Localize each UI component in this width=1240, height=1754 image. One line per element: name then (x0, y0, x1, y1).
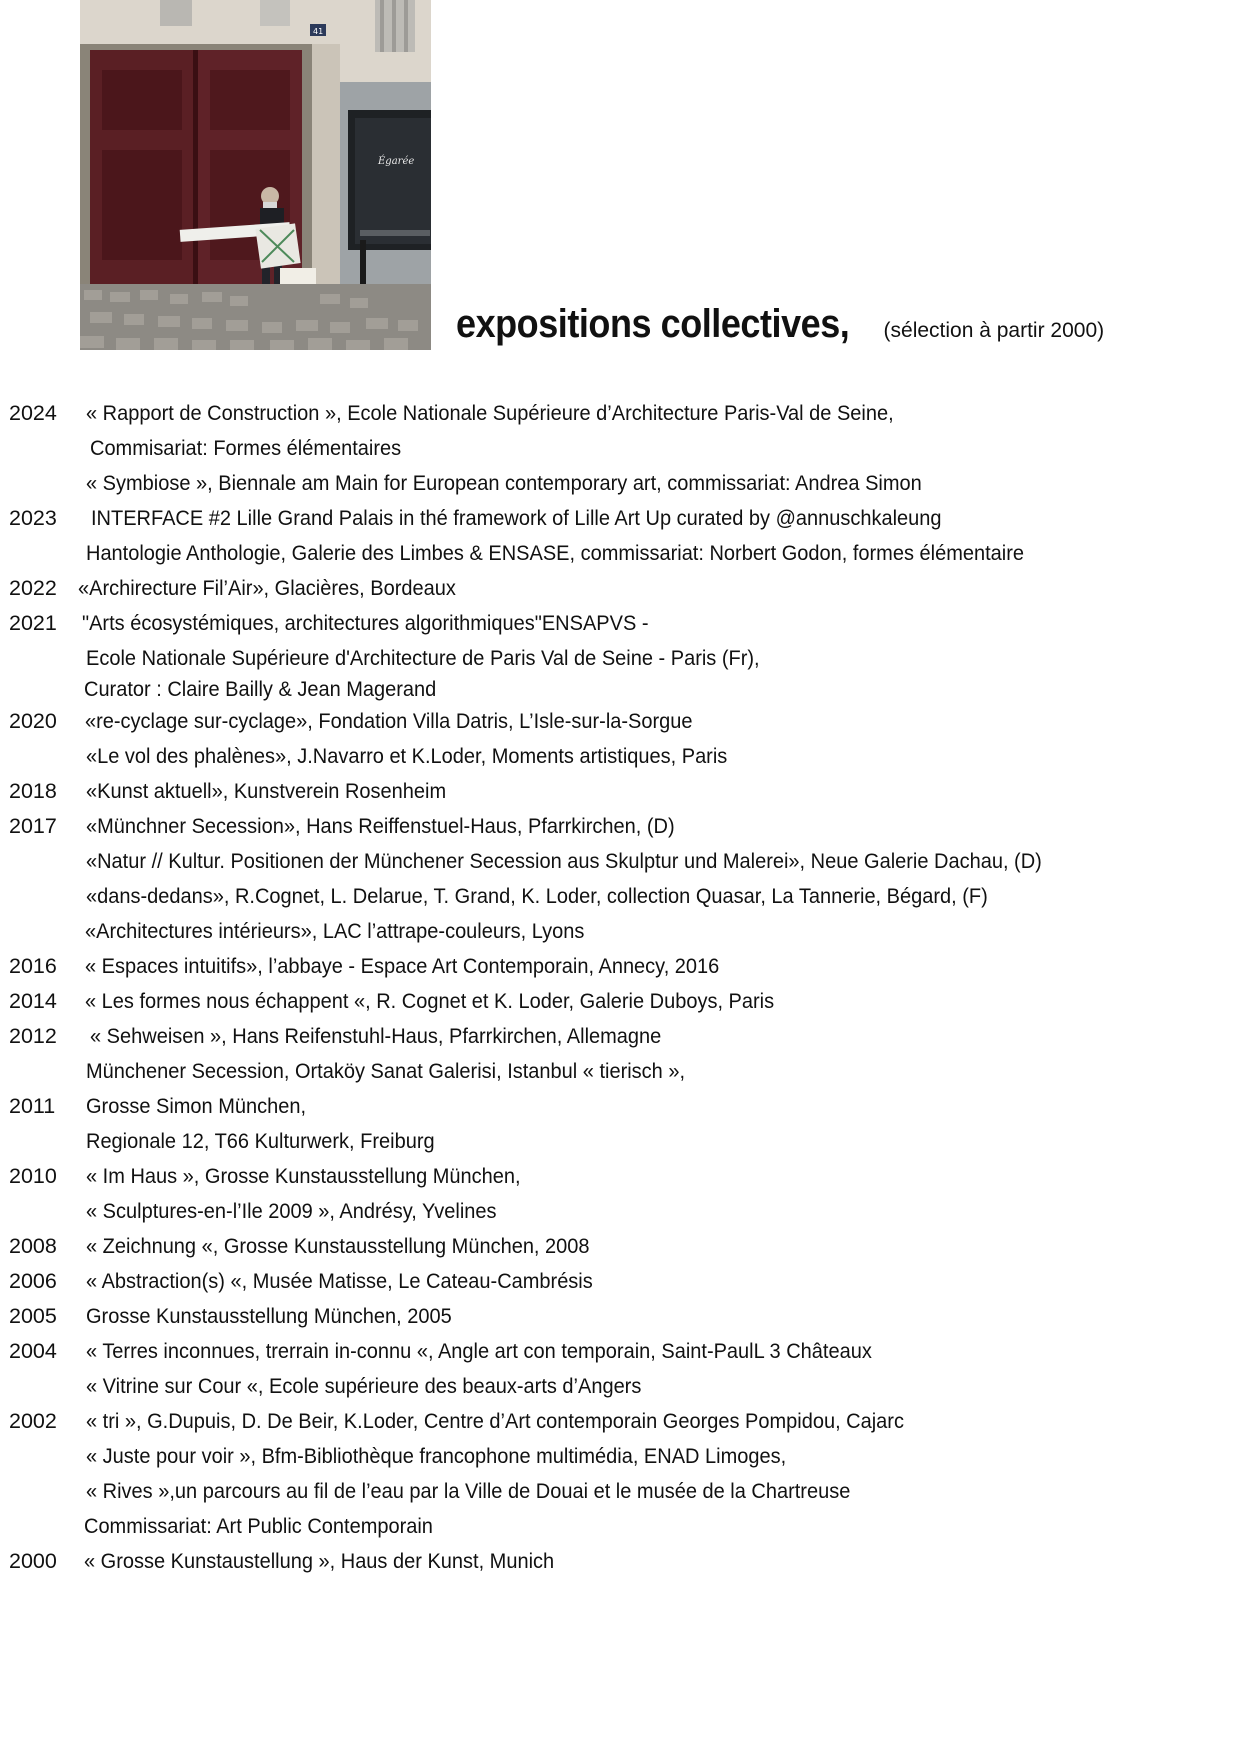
list-item (0, 466, 1240, 501)
list-item (0, 1369, 1240, 1404)
entry-text: « Juste pour voir », Bfm-Bibliothèque francophone multimédia, ENAD Limoges, (86, 1444, 787, 1468)
entry-text: « Abstraction(s) «, Musée Matisse, Le Cateau-Cambrésis (86, 1269, 593, 1293)
artist-photo (80, 0, 431, 350)
house-number: 41 (313, 27, 324, 36)
entry-text: « Sehweisen », Hans Reifenstuhl-Haus, Pfarrkirchen, Allemagne (90, 1024, 662, 1048)
entry-text: « tri », G.Dupuis, D. De Beir, K.Loder, Centre d’Art contemporain Georges Pompidou, Cajarc (86, 1409, 904, 1433)
entry-text: "Arts écosystémiques, architectures algorithmiques"ENSAPVS - (82, 611, 649, 635)
entry-year: 2000 (9, 1549, 57, 1573)
list-item (0, 1439, 1240, 1474)
entry-text: « Rives »,un parcours au fil de l’eau par la Ville de Douai et le musée de la Chartreuse (86, 1479, 851, 1503)
entry-text: Grosse Kunstausstellung München, 2005 (86, 1304, 452, 1328)
list-item (0, 396, 1240, 431)
entry-text: INTERFACE #2 Lille Grand Palais in thé framework of Lille Art Up curated by @annuschkaleung (91, 506, 942, 530)
entry-text: Curator : Claire Bailly & Jean Magerand (84, 677, 437, 701)
list-item (0, 844, 1240, 879)
entry-year: 2018 (9, 779, 57, 803)
list-item (0, 1544, 1240, 1579)
entry-text: « Les formes nous échappent «, R. Cognet et K. Loder, Galerie Duboys, Paris (85, 989, 775, 1013)
entry-year: 2016 (9, 954, 57, 978)
entry-year: 2002 (9, 1409, 57, 1433)
list-item (0, 1264, 1240, 1299)
entry-year: 2005 (9, 1304, 57, 1328)
entry-year: 2020 (9, 709, 57, 733)
entry-text: « Symbiose », Biennale am Main for European contemporary art, commissariat: Andrea Simon (86, 471, 922, 495)
list-item (0, 774, 1240, 809)
entry-year: 2012 (9, 1024, 57, 1048)
entry-year: 2008 (9, 1234, 57, 1258)
list-item (0, 536, 1240, 571)
entry-text: Grosse Simon München, (86, 1094, 307, 1118)
entry-year: 2010 (9, 1164, 57, 1188)
entry-year: 2023 (9, 506, 57, 530)
entry-text: «Natur // Kultur. Positionen der Münchener Secession aus Skulptur und Malerei», Neue Galerie Dachau, (D) (86, 849, 1042, 873)
entry-text: « Sculptures-en-l’Ile 2009 », Andrésy, Yvelines (86, 1199, 497, 1223)
entry-text: «dans-dedans», R.Cognet, L. Delarue, T. Grand, K. Loder, collection Quasar, La Tannerie, Bégard, (F) (86, 884, 988, 908)
list-item (0, 1124, 1240, 1159)
entry-text: «Archirecture Fil’Air», Glacières, Bordeaux (78, 576, 456, 600)
list-item (0, 704, 1240, 739)
entry-text: « Terres inconnues, trerrain in-connu «, Angle art con temporain, Saint-PaulL 3 Châteaux (86, 1339, 872, 1363)
list-item (0, 1054, 1240, 1089)
list-item (0, 739, 1240, 774)
list-item (0, 641, 1240, 676)
list-item (0, 676, 1240, 704)
list-item (0, 809, 1240, 844)
list-item (0, 949, 1240, 984)
entry-year: 2022 (9, 576, 57, 600)
entry-text: « Im Haus », Grosse Kunstausstellung München, (86, 1164, 521, 1188)
list-item (0, 1019, 1240, 1054)
entry-text: «re-cyclage sur-cyclage», Fondation Villa Datris, L’Isle-sur-la-Sorgue (85, 709, 693, 733)
list-item (0, 1229, 1240, 1264)
entry-year: 2006 (9, 1269, 57, 1293)
list-item (0, 1509, 1240, 1544)
list-item (0, 1089, 1240, 1124)
list-item (0, 571, 1240, 606)
entry-text: Ecole Nationale Supérieure d'Architecture de Paris Val de Seine - Paris (Fr), (86, 646, 760, 670)
entry-text: «Münchner Secession», Hans Reiffenstuel-Haus, Pfarrkirchen, (D) (86, 814, 675, 838)
entry-text: « Vitrine sur Cour «, Ecole supérieure des beaux-arts d’Angers (86, 1374, 642, 1398)
entry-text: Regionale 12, T66 Kulturwerk, Freiburg (86, 1129, 435, 1153)
list-item (0, 1404, 1240, 1439)
list-item (0, 431, 1240, 466)
exhibition-list (0, 396, 1240, 1579)
entry-text: « Grosse Kunstaustellung », Haus der Kunst, Munich (84, 1549, 555, 1573)
entry-text: Commissariat: Art Public Contemporain (84, 1514, 433, 1538)
entry-text: «Kunst aktuell», Kunstverein Rosenheim (86, 779, 447, 803)
list-item (0, 1299, 1240, 1334)
entry-text: « Espaces intuitifs», l’abbaye - Espace Art Contemporain, Annecy, 2016 (85, 954, 720, 978)
entry-year: 2004 (9, 1339, 57, 1363)
list-item (0, 1194, 1240, 1229)
entry-text: «Architectures intérieurs», LAC l’attrape-couleurs, Lyons (85, 919, 585, 943)
list-item (0, 914, 1240, 949)
list-item (0, 984, 1240, 1019)
entry-year: 2014 (9, 989, 57, 1013)
entry-text: « Zeichnung «, Grosse Kunstausstellung München, 2008 (86, 1234, 590, 1258)
entry-year: 2021 (9, 611, 57, 635)
list-item (0, 606, 1240, 641)
entry-year: 2017 (9, 814, 57, 838)
list-item (0, 501, 1240, 536)
list-item (0, 1159, 1240, 1194)
shop-sign: Égarée (378, 156, 415, 167)
list-item (0, 1334, 1240, 1369)
entry-text: Münchener Secession, Ortaköy Sanat Galerisi, Istanbul « tierisch », (86, 1059, 686, 1083)
entry-year: 2011 (9, 1094, 56, 1118)
entry-text: Hantologie Anthologie, Galerie des Limbes & ENSASE, commissariat: Norbert Godon, formes élémentaire (86, 541, 1024, 565)
entry-text: «Le vol des phalènes», J.Navarro et K.Loder, Moments artistiques, Paris (86, 744, 728, 768)
page-subtitle: (sélection à partir 2000) (883, 319, 1105, 342)
section-heading (456, 302, 1104, 347)
entry-text: « Rapport de Construction », Ecole Nationale Supérieure d’Architecture Paris-Val de Seine, (86, 401, 894, 425)
list-item (0, 1474, 1240, 1509)
list-item (0, 879, 1240, 914)
page-title: expositions collectives, (456, 302, 850, 346)
entry-year: 2024 (9, 401, 57, 425)
entry-text: Commisariat: Formes élémentaires (90, 436, 402, 460)
